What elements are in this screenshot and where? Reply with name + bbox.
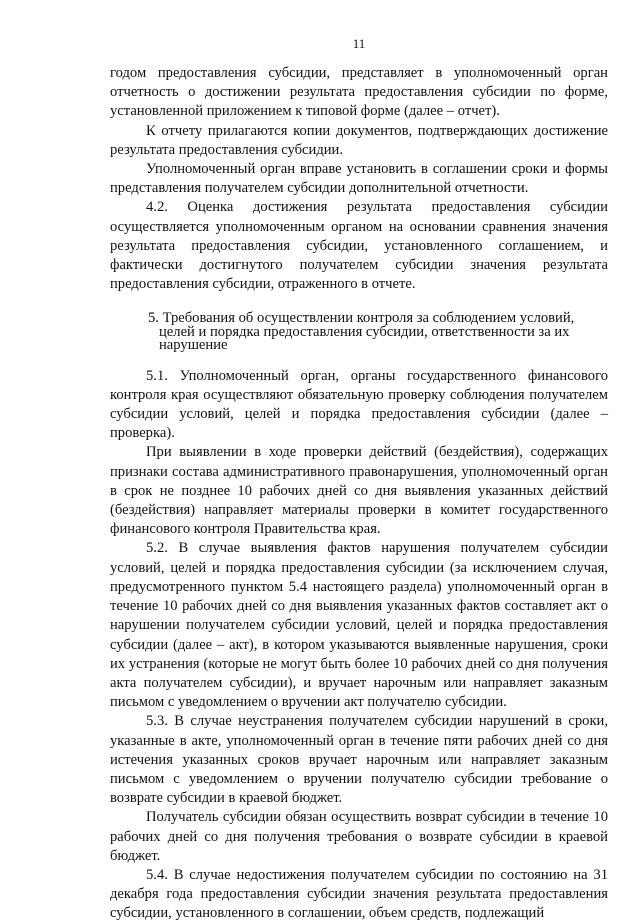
paragraph-report-attachments: К отчету прилагаются копии документов, подтверждающих достижение результата предоставления субсидии. [110,122,608,158]
section-5-heading-line1: 5. Требования об осуществлении контроля за соблюдением условий, [148,310,575,327]
section-5-heading-line2: целей и порядка предоставления субсидии, ответственности за их [159,323,570,340]
paragraph-continuation: годом предоставления субсидии, представляет в уполномоченный орган отчетность о достижении результата предоставления субсидии по форме, установленной приложением к типовой форме (далее – отчет). [110,65,608,120]
paragraph-5-2: 5.2. В случае выявления фактов нарушения получателем субсидии условий, целей и порядка предоставления субсидии (за исключением случая, предусмотренного пунктом 5.4 настоящего раздела) уполномоченный орган в течение 10 рабочих дней со дня выявления указанных фактов составляет акт о нарушении получателем субсидии условий, целей и порядка предоставления субсидии (далее – акт), в котором указываются выявленные нарушения, сроки их устранения (которые не могут быть более 10 рабочих дней со дня получения акта получателем субсидии), и вручает нарочным или направляет заказным письмом с уведомлением о вручении акт получателю субсидии. [110,540,608,711]
paragraph-5-1: 5.1. Уполномоченный орган, органы государственного финансового контроля края осуществляют обязательную проверку соблюдения получателем субсидии условий, целей и порядка предоставления субсидии (далее – проверка). [110,367,608,442]
paragraph-4-2: 4.2. Оценка достижения результата предоставления субсидии осуществляется уполномоченным органом на основании сравнения значения результата предоставления субсидии, установленного соглашением, и фактически достигнутого получателем субсидии значения результата предоставления субсидии, отраженного в отчете. [110,199,608,293]
section-5-heading-line3: нарушение [159,337,228,354]
section-5-heading [148,312,608,352]
paragraph-additional-reporting: Уполномоченный орган вправе установить в соглашении сроки и формы представления получателем субсидии дополнительной отчетности. [110,161,608,197]
paragraph-refund-obligation: Получатель субсидии обязан осуществить возврат субсидии в течение 10 рабочих дней со дня получения требования о возврате субсидии в краевой бюджет. [110,809,608,864]
paragraph-violation-referral: При выявлении в ходе проверки действий (бездействия), содержащих признаки состава административного правонарушения, уполномоченный орган в срок не позднее 10 рабочих дней со дня выявления указанных действий (бездействия) направляет материалы проверки в комитет государственного финансового контроля Правительства края. [110,444,608,538]
document-body [110,64,608,924]
page-number: 11 [352,36,366,51]
paragraph-5-3: 5.3. В случае неустранения получателем субсидии нарушений в сроки, указанные в акте, уполномоченный орган в течение пяти рабочих дней со дня истечения указанных сроков вручает нарочным или направляет заказным письмом с уведомлением о вручении получателю субсидии требование о возврате субсидии в краевой бюджет. [110,713,608,807]
paragraph-5-4: 5.4. В случае недостижения получателем субсидии по состоянию на 31 декабря года предоставления субсидии значения результата предоставления субсидии, установленного в соглашении, объем средств, подлежащий [110,866,608,922]
